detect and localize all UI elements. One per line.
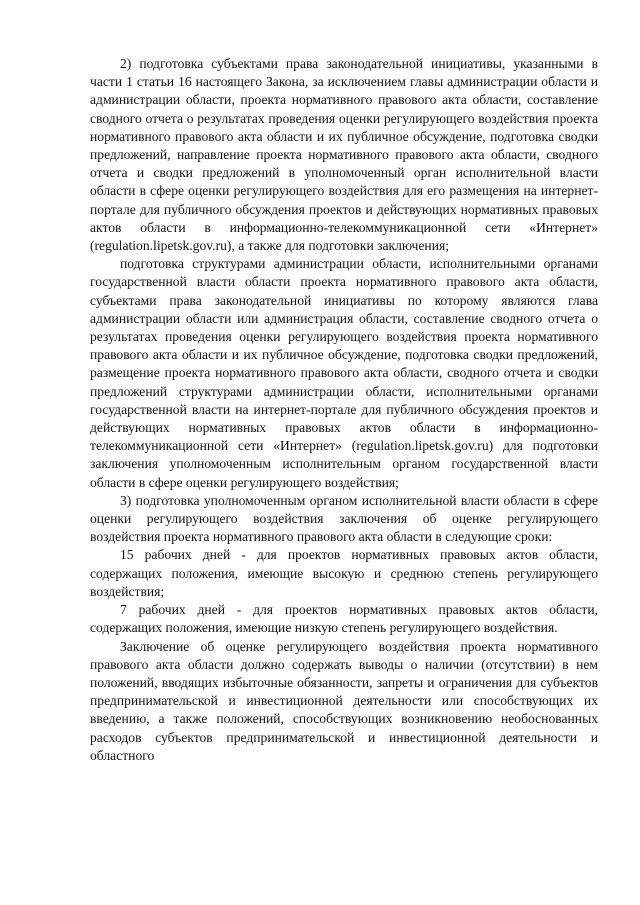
paragraph-administration-structures: подготовка структурами администрации области, исполнительными органами государственной власти области проекта нормативного правового акта области, субъектами права законодательной инициативы по которому являются глава администрации области или администрация области, составление сводного отчета о результатах проведения оценки регулирующего воздействия проекта нормативного правового акта области и их публичное обсуждение, подготовка сводки предложений, размещение проекта нормативного правового акта области, сводного отчета и сводки предложений структурами администрации области, исполнительными органами государственной власти на интернет-портале для публичного обсуждения проектов и действующих нормативных правовых актов области в информационно-телекоммуникационной сети «Интернет» (regulation.lipetsk.gov.ru) для подготовки заключения уполномоченным исполнительным органом государственной власти области в сфере оценки регулирующего воздействия;	[90, 256, 598, 490]
paragraph-conclusion: Заключение об оценке регулирующего воздействия проекта нормативного правового акта области должно содержать выводы о наличии (отсутствии) в нем положений, вводящих избыточные обязанности, запреты и ограничения для субъектов предпринимательской и инвестиционной деятельности или способствующих их введению, а также положений, способствующих возникновению необоснованных расходов субъектов предпринимательской и инвестиционной деятельности и областного	[90, 638, 598, 763]
paragraph-item-2: 2) подготовка субъектами права законодательной инициативы, указанными в части 1 статьи 16 настоящего Закона, за исключением главы администрации области и администрации области, проекта нормативного правового акта области, составление сводного отчета о результатах проведения оценки регулирующего воздействия проекта нормативного правового акта области и их публичное обсуждение, подготовка сводки предложений, направление проекта нормативного правового акта области, сводного отчета и сводки предложений в уполномоченный орган исполнительной власти области в сфере оценки регулирующего воздействия для его размещения на интернет-портале для публичного обсуждения проектов и действующих нормативных правовых актов области в информационно-телекоммуникационной сети «Интернет» (regulation.lipetsk.gov.ru), а также для подготовки заключения;	[90, 56, 598, 254]
paragraph-15-working-days: 15 рабочих дней - для проектов нормативных правовых актов области, содержащих положения, имеющие высокую и среднюю степень регулирующего воздействия;	[90, 547, 598, 599]
document-page	[90, 55, 598, 765]
paragraph-7-working-days: 7 рабочих дней - для проектов нормативных правовых актов области, содержащих положения, имеющие низкую степень регулирующего воздействия.	[90, 602, 598, 636]
paragraph-item-3: 3) подготовка уполномоченным органом исполнительной власти области в сфере оценки регулирующего воздействия заключения об оценке регулирующего воздействия проекта нормативного правового акта области в следующие сроки:	[90, 492, 598, 545]
